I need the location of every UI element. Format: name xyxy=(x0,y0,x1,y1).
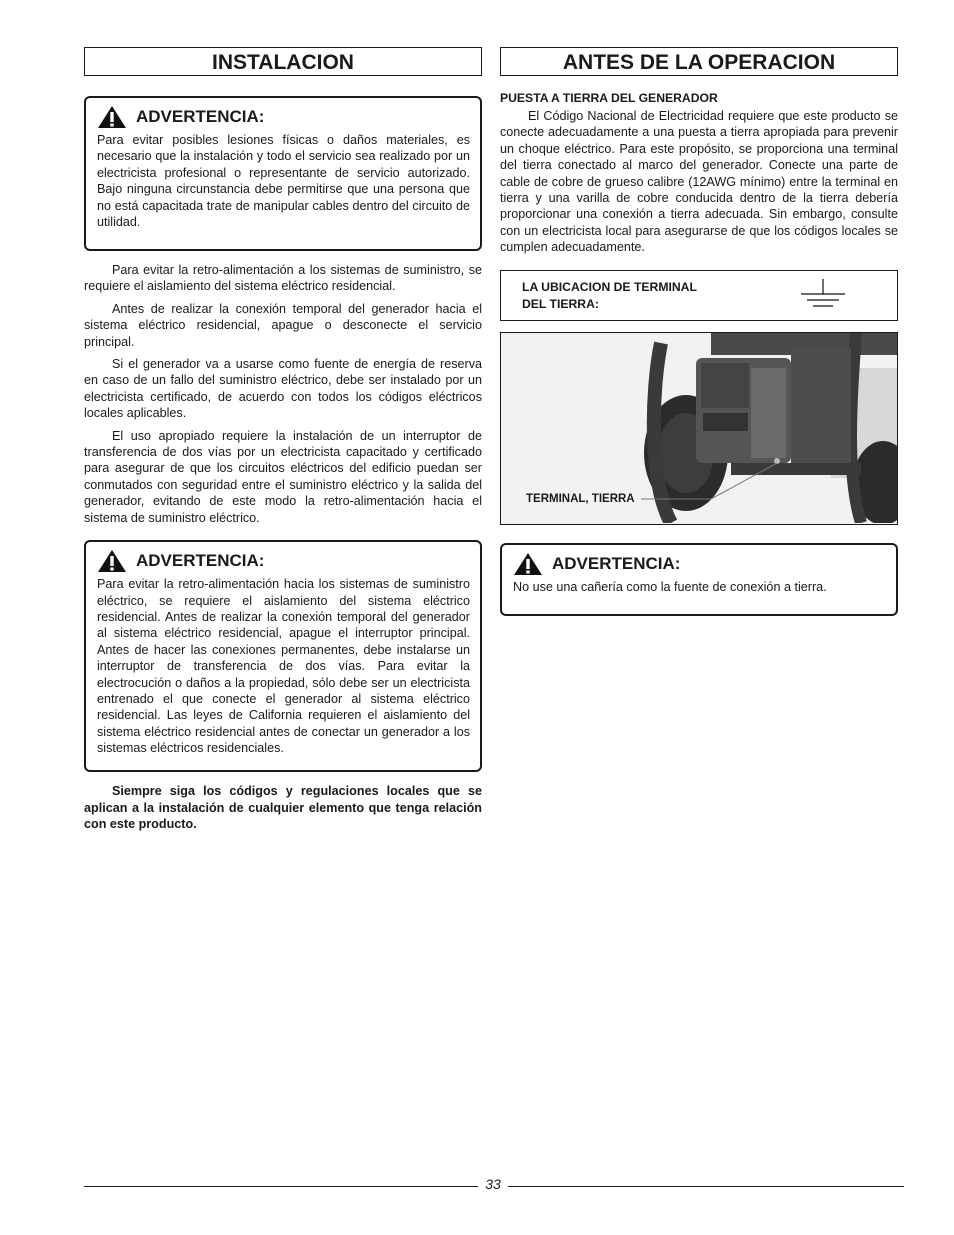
warning-triangle-icon xyxy=(97,105,127,129)
warning-text: Para evitar posibles lesiones físicas o daños materiales, es necesario que la instalación y todo el servicio sea realizado por un electricista profesional o representante de servicio autorizado. Bajo ninguna circunstancia debe permitirse que una persona que no está capacitada trate de manipular cables dentro del circuito de utilidad. xyxy=(97,133,470,230)
left-column xyxy=(84,47,482,838)
warning-text: Para evitar la retro-alimentación hacia los sistemas de suministro eléctrico, se requiere el aislamiento del sistema eléctrico residencial. Antes de realizar la conexión temporal del generador al sistema eléctrico residencial, apague el interruptor principal. Antes de hacer las conexiones permanentes, debe instalarse un interruptor de transferencia de dos vías. Para evitar la electrocución o daños a la propiedad, sólo debe ser un electricista entrenado el que conecte el generador al sistema eléctrico residencial. Las leyes de California requieren el aislamiento del sistema eléctrico residencial antes de conectar un generador a los sistemas eléctricos residenciales. xyxy=(97,577,470,756)
grounding-paragraph: El Código Nacional de Electricidad requiere que este producto se conecte adecuadamente a una puesta a tierra apropiada para prevenir un choque eléctrico. Para este propósito, se proporciona una terminal del tierra conectado al marco del generador. Conecte una parte de cable de cobre de grueso calibre (12AWG mínimo) entre la terminal en tierra y una varilla de cobre conducida dentro de la tierra debería proporcionar una conexión a tierra adecuada. Sin embargo, consulte con un electricista local para asegurarse de que los códigos locales se cumplen adecuadamente. xyxy=(500,109,898,255)
terminal-ground-label: TERMINAL, TIERRA xyxy=(526,492,635,505)
section-title-instalacion: INSTALACION xyxy=(84,47,482,76)
section-title-antes-de-la-operacion: ANTES DE LA OPERACION xyxy=(500,47,898,76)
footer-rule-left xyxy=(84,1186,478,1187)
paragraph: Para evitar la retro-alimentación a los sistemas de suministro, se requiere el aislamiento del sistema eléctrico residencial. xyxy=(84,263,482,294)
warning-title: ADVERTENCIA: xyxy=(136,551,265,571)
warning-box-1 xyxy=(84,96,482,251)
warning-header xyxy=(97,548,470,574)
warning-text: No use una cañería como la fuente de conexión a tierra. xyxy=(513,579,827,594)
terminal-label-line1: LA UBICACION DE TERMINAL xyxy=(522,279,697,294)
terminal-location-label xyxy=(522,279,697,313)
right-column xyxy=(500,47,898,616)
warning-title: ADVERTENCIA: xyxy=(552,553,681,573)
paragraph: El uso apropiado requiere la instalación de un interruptor de transferencia de dos vías por un electricista capacitado y certificado para asegurar de que los circuitos eléctricos del edificio puedan ser conmutados con seguridad entre el suministro eléctrico y la salida del generador, evitando de este modo la retro-alimentación hacia el sistema de suministro eléctrico. xyxy=(84,428,482,525)
terminal-location-box xyxy=(500,270,898,321)
warning-header xyxy=(97,104,470,130)
generator-photo xyxy=(500,332,898,525)
warning-triangle-icon xyxy=(513,552,543,576)
warning-box-3 xyxy=(500,543,898,616)
ground-symbol-icon xyxy=(799,277,847,311)
closing-paragraph: Siempre siga los códigos y regulaciones locales que se aplican a la instalación de cualquier elemento que tenga relación con este producto. xyxy=(84,784,482,831)
body-paragraphs xyxy=(84,262,482,526)
terminal-label-line2: DEL TIERRA: xyxy=(522,296,599,311)
warning-header xyxy=(513,551,886,577)
warning-title: ADVERTENCIA: xyxy=(136,107,265,126)
warning-triangle-icon xyxy=(97,549,127,573)
subheading-puesta-a-tierra: PUESTA A TIERRA DEL GENERADOR xyxy=(500,91,718,105)
footer-rule-right xyxy=(508,1186,904,1187)
page-number: 33 xyxy=(485,1176,501,1192)
paragraph: Si el generador va a usarse como fuente de energía de reserva en caso de un fallo del suministro eléctrico, debe ser instalado por un electricista certificado, de acuerdo con todos los códigos eléctricos locales aplicables. xyxy=(84,357,482,421)
warning-box-2 xyxy=(84,540,482,772)
paragraph: Antes de realizar la conexión temporal del generador hacia el sistema eléctrico residencial, apague o desconecte el servicio principal. xyxy=(84,301,482,349)
